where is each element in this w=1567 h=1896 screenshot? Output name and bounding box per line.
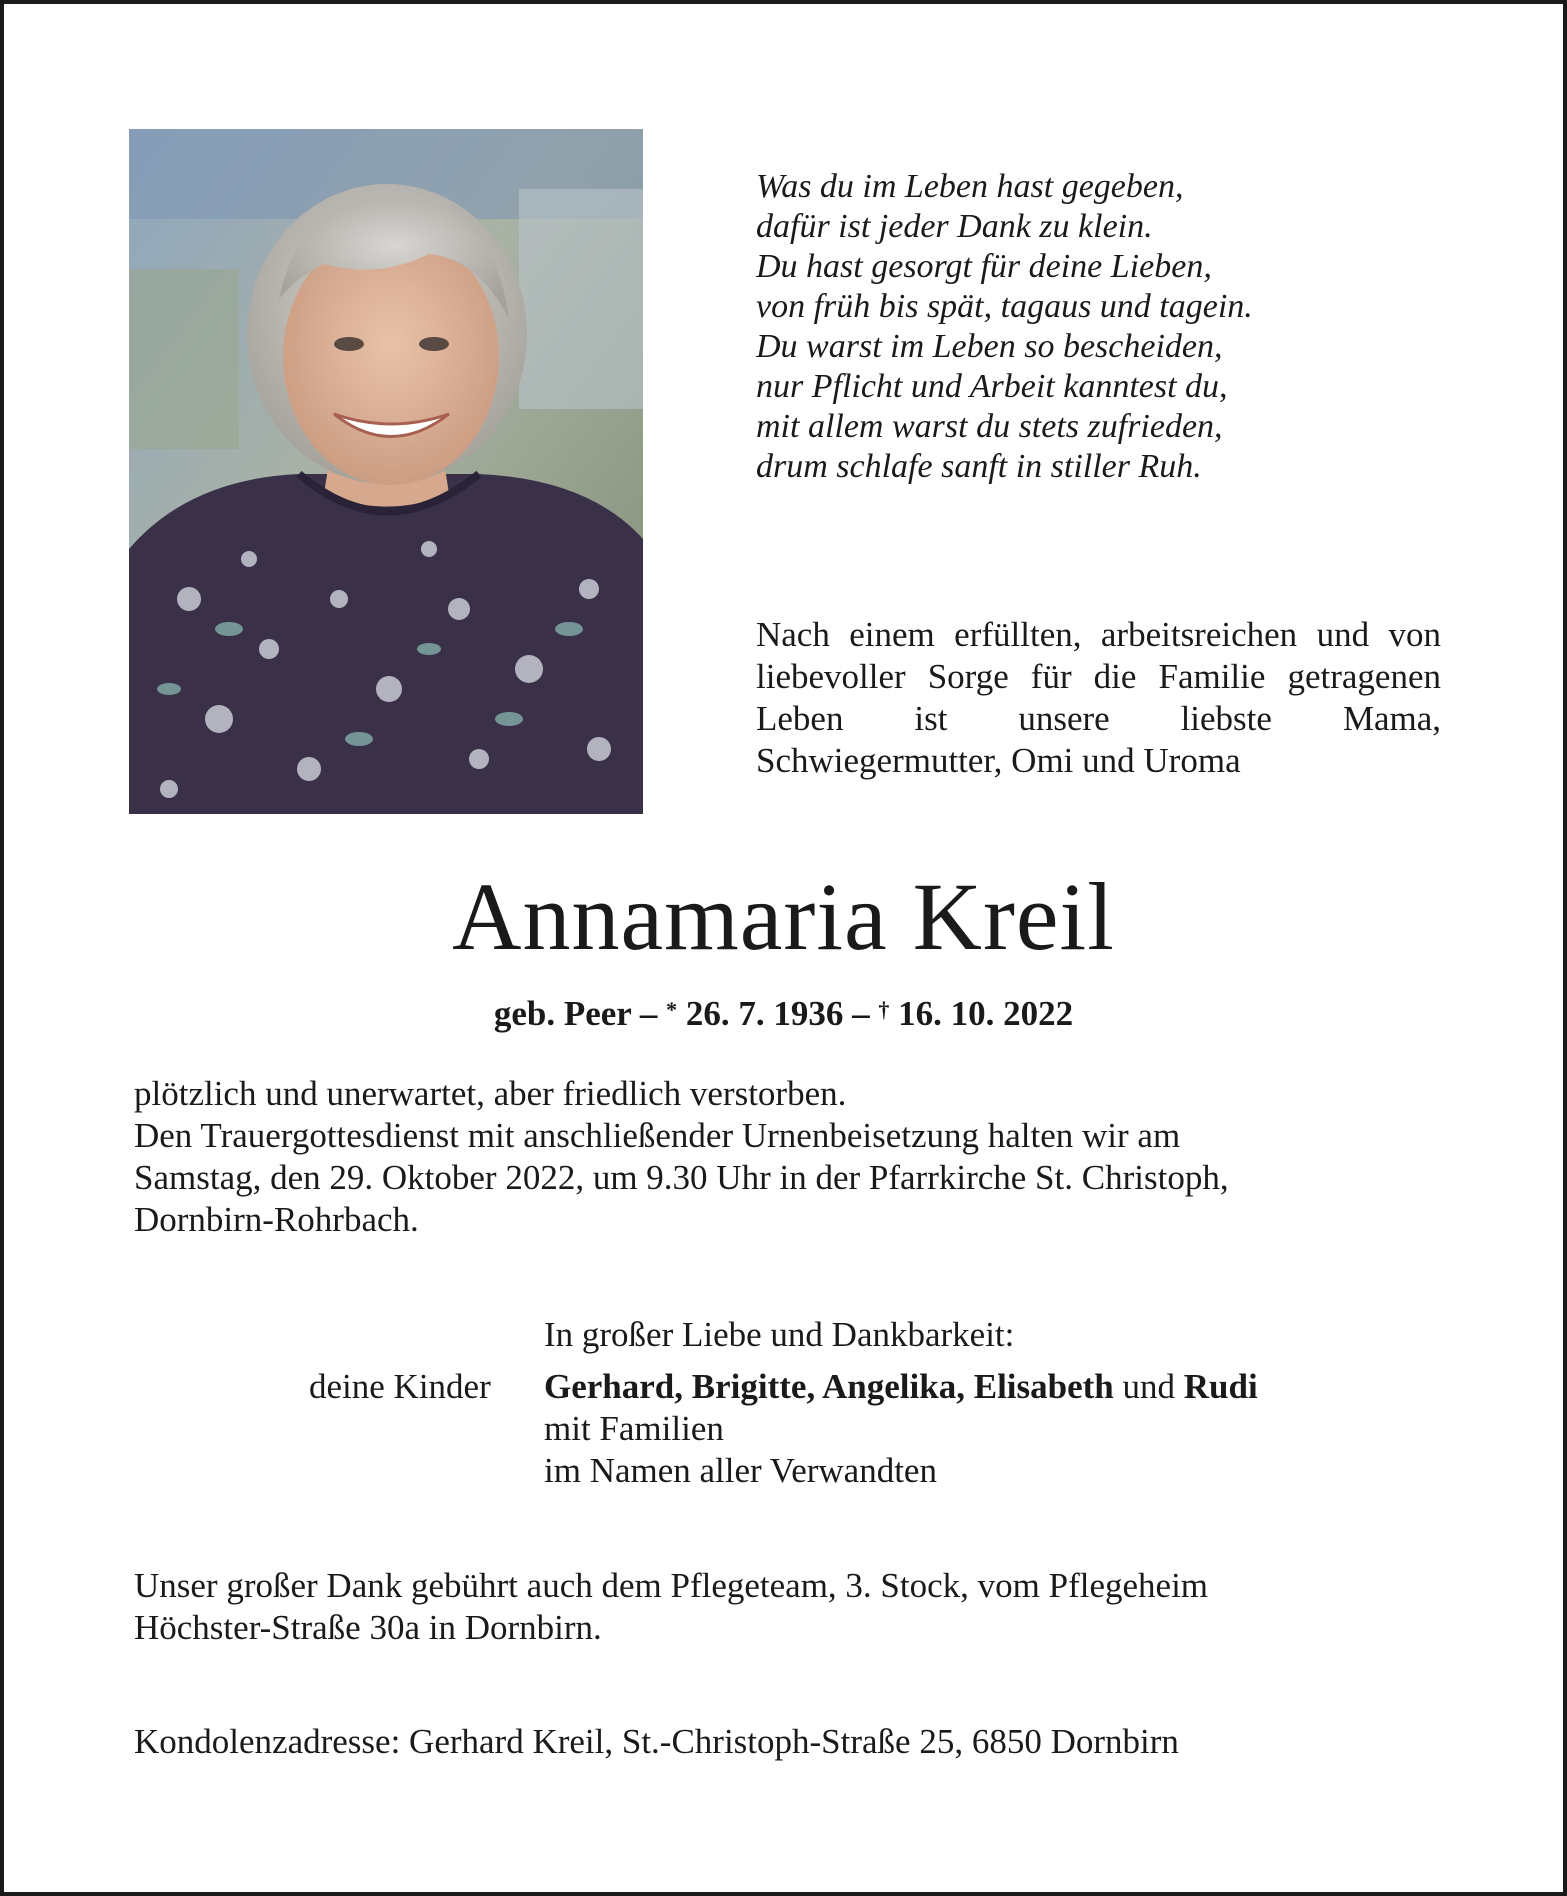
child-separator: , — [674, 1367, 692, 1406]
signature-block — [544, 1366, 1258, 1492]
poem-line: dafür ist jeder Dank zu klein. — [756, 208, 1153, 245]
child-name: Brigitte — [691, 1367, 807, 1406]
death-date: 16. 10. 2022 — [898, 994, 1074, 1033]
poem — [756, 167, 1456, 487]
child-name: Angelika — [822, 1367, 957, 1406]
death-symbol: † — [878, 997, 890, 1022]
child-name: Rudi — [1183, 1367, 1258, 1406]
dash: – — [631, 994, 667, 1033]
poem-line: drum schlafe sanft in stiller Ruh. — [756, 448, 1202, 485]
poem-line: Was du im Leben hast gegeben, — [756, 168, 1184, 205]
child-name: Gerhard — [544, 1367, 675, 1406]
body-line: plötzlich und unerwartet, aber friedlich verstorben. — [134, 1074, 847, 1113]
signature-line: mit Familien — [544, 1409, 724, 1448]
thanks-line: Unser großer Dank gebührt auch dem Pflegeteam, 3. Stock, vom Pflegeheim — [134, 1566, 1209, 1605]
poem-line: nur Pflicht und Arbeit kanntest du, — [756, 368, 1228, 405]
children-label: deine Kinder — [309, 1367, 491, 1406]
intro-paragraph: Nach einem erfüllten, arbeitsreichen und von liebevoller Sorge für die Familie getragenen Leben ist unsere liebste Mama, Schwiegermutter, Omi und Uroma — [756, 615, 1441, 780]
life-dates — [4, 994, 1563, 1034]
poem-line: Du hast gesorgt für deine Lieben, — [756, 248, 1212, 285]
thanks-line: Höchster-Straße 30a in Dornbirn. — [134, 1608, 602, 1647]
portrait-photo — [129, 129, 643, 814]
service-announcement — [134, 1073, 1464, 1241]
poem-line: mit allem warst du stets zufrieden, — [756, 408, 1223, 445]
body-line: Dornbirn-Rohrbach. — [134, 1200, 419, 1239]
child-separator: , — [956, 1367, 974, 1406]
thanks-paragraph — [134, 1565, 1208, 1649]
poem-line: von früh bis spät, tagaus und tagein. — [756, 288, 1253, 325]
birth-symbol: * — [666, 997, 678, 1022]
deceased-name: Annamaria Kreil — [452, 863, 1115, 970]
dash: – — [843, 994, 879, 1033]
signature-intro: In großer Liebe und Dankbarkeit: — [544, 1315, 1015, 1354]
birth-date: 26. 7. 1936 — [685, 994, 844, 1033]
poem-line: Du warst im Leben so bescheiden, — [756, 328, 1223, 365]
condolence-address: Kondolenzadresse: Gerhard Kreil, St.-Christoph-Straße 25, 6850 Dornbirn — [134, 1722, 1179, 1761]
signature-line: im Namen aller Verwandten — [544, 1451, 937, 1490]
child-separator: , — [806, 1367, 823, 1406]
children-names — [544, 1366, 1258, 1408]
child-separator: und — [1113, 1367, 1184, 1406]
born-name: geb. Peer — [493, 994, 632, 1033]
body-line: Den Trauergottesdienst mit anschließender Urnenbeisetzung halten wir am — [134, 1116, 1181, 1155]
portrait-image — [129, 129, 643, 814]
body-line: Samstag, den 29. Oktober 2022, um 9.30 Uhr in der Pfarrkirche St. Christoph, — [134, 1158, 1229, 1197]
child-name: Elisabeth — [973, 1367, 1114, 1406]
